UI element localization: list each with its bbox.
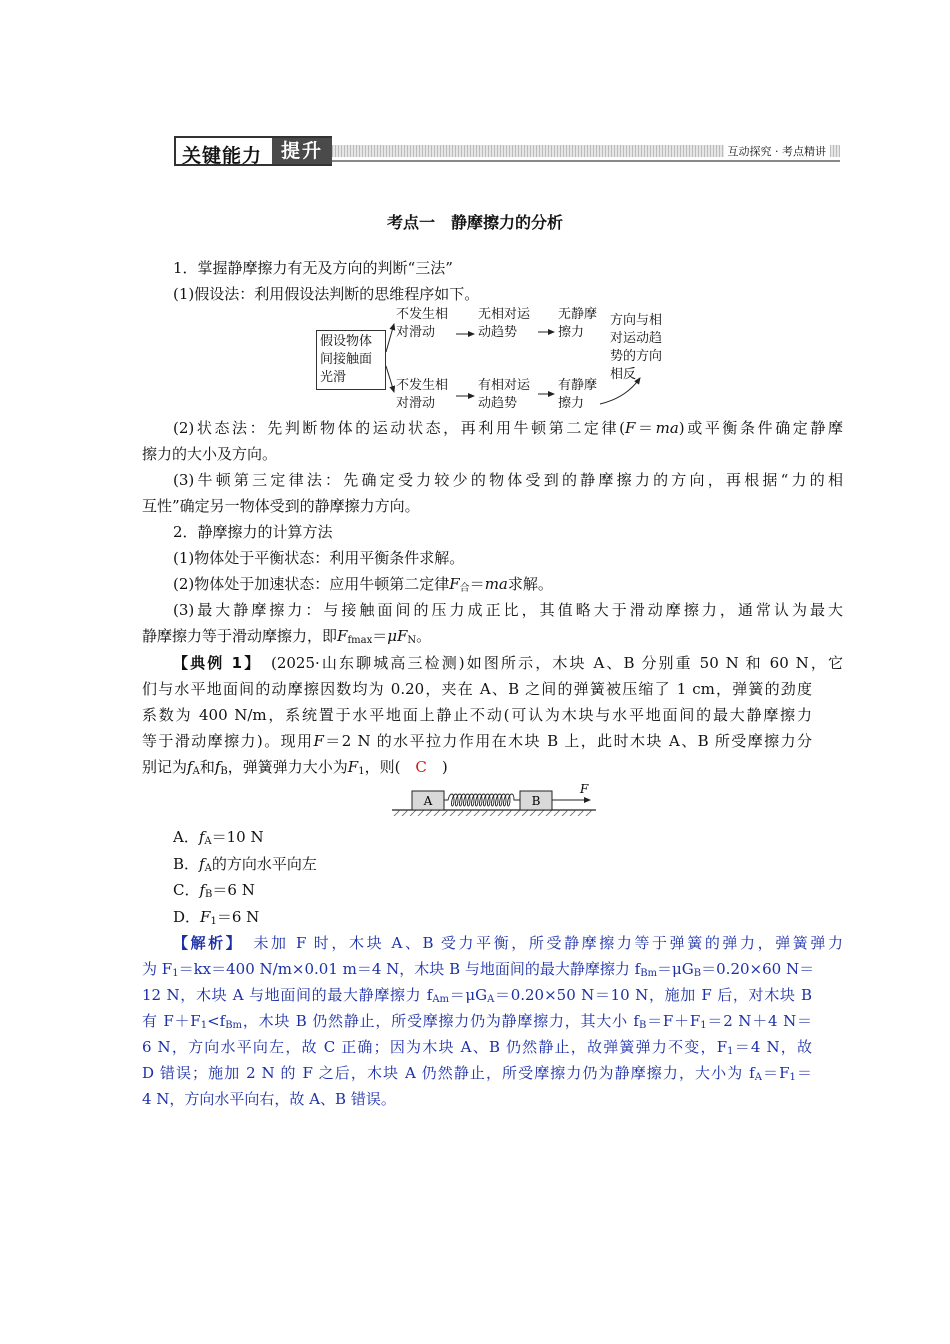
spring-blocks-figure (392, 782, 596, 820)
flow-top-3-l2: 擦力 (558, 325, 585, 340)
block-a-label: A (423, 794, 433, 808)
flow-bot-1 (396, 377, 448, 413)
flow-end-l3: 势的方向 (610, 349, 663, 364)
s1-method3-line2: 互性”确定另一物体受到的静摩擦力方向。 (142, 497, 420, 515)
s2-method2: (2)物体处于加速状态：应用牛顿第二定律$F_合=ma$求解。 (173, 575, 553, 594)
flow-top-2-l1: 无相对运 (478, 307, 531, 322)
section-banner (174, 136, 840, 168)
s2-heading: 2．静摩擦力的计算方法 (173, 523, 333, 541)
flowchart (316, 306, 676, 414)
flow-start-box (316, 330, 386, 390)
banner-title-highlight: 提升 (272, 138, 332, 164)
s1-method1: (1)假设法：利用假设法判断的思维程序如下。 (173, 285, 480, 303)
banner-underline (332, 160, 840, 162)
flow-top-2 (478, 306, 530, 342)
flow-top-2-l2: 动趋势 (478, 325, 518, 340)
example-label: 【典例 1】 (173, 654, 254, 672)
flow-top-1-l1: 不发生相 (396, 307, 449, 322)
spring (444, 794, 520, 806)
flow-bot-2-l1: 有相对运 (478, 378, 531, 393)
option-c: C．$f_B=6$ N (173, 881, 255, 900)
flow-bot-3-l1: 有静摩 (558, 378, 598, 393)
option-d: D．$F_1=6$ N (173, 908, 260, 927)
answer-mark: C (415, 758, 427, 776)
analysis-label: 【解析】 (173, 934, 236, 952)
example-line4: 等于滑动摩擦力)。现用F＝2 N 的水平拉力作用在木块 B 上，此时木块 A、B 所受摩擦力分 (142, 732, 812, 750)
flow-bot-1-l1: 不发生相 (396, 378, 449, 393)
flow-top-3 (558, 306, 597, 342)
analysis-line4: 有 $F+F_1<f_{Bm}$，木块 B 仍然静止，所受摩擦力仍为静摩擦力，其大小 $f_B=F+F_1=2$ N＋4 N＝ (142, 1012, 812, 1031)
flow-top-1-l2: 对滑动 (396, 325, 436, 340)
analysis-line1: 【解析】 未加 F 时，木块 A、B 受力平衡，所受静摩擦力等于弹簧的弹力，弹簧弹力 (173, 934, 843, 952)
example-line2: 们与水平地面间的动摩擦因数均为 0.20，夹在 A、B 之间的弹簧被压缩了 1 cm，弹簧的劲度 (142, 680, 812, 698)
flow-end-l4: 相反 (610, 367, 637, 382)
analysis-line3: 12 N，木块 A 与地面间的最大静摩擦力 $f_{Am}=\mu G_A=0.20\times 50$ N＝10 N，施加 F 后，对木块 B (142, 986, 813, 1005)
flow-bot-2-l2: 动趋势 (478, 396, 518, 411)
flow-bot-3-l2: 擦力 (558, 396, 585, 411)
analysis-line2: 为 $F_1=kx=400$ N/m×0.01 m＝4 N，木块 B 与地面间的最大静摩擦力 $f_{Bm}=\mu G_B=0.20\times 60$ N＝ (142, 960, 815, 979)
option-b: B．$f_A$的方向水平向左 (173, 855, 317, 874)
page-title: 考点一 静摩擦力的分析 (386, 213, 563, 232)
s1-heading: 1．掌握静摩擦力有无及方向的判断“三法” (173, 259, 453, 277)
flow-start-l2: 间接触面 (320, 352, 373, 367)
flow-bot-1-l2: 对滑动 (396, 396, 436, 411)
flow-top-1 (396, 306, 448, 342)
flow-end-l1: 方向与相 (610, 313, 663, 328)
s2-method1: (1)物体处于平衡状态：利用平衡条件求解。 (173, 549, 465, 567)
flow-end (610, 312, 662, 384)
s2-method3-line2: 静摩擦力等于滑动摩擦力，即$F_{fmax}=\mu F_N$。 (142, 627, 432, 646)
s2-method3-line1: (3)最大静摩擦力：与接触面间的压力成正比，其值略大于滑动摩擦力，通常认为最大 (173, 601, 843, 619)
example-line3: 系数为 400 N/m，系统置于水平地面上静止不动(可认为木块与水平地面间的最大静摩擦力 (142, 706, 812, 724)
banner-title-box (174, 136, 332, 166)
analysis-line5: 6 N，方向水平向左，故 C 正确；因为木块 A、B 仍然静止，故弹簧弹力不变，$F_1=4$ N，故 (142, 1038, 812, 1057)
flow-top-3-l1: 无静摩 (558, 307, 598, 322)
banner-subtitle: 互动探究 · 考点精讲 (724, 145, 831, 158)
flow-start-l3: 光滑 (320, 370, 347, 385)
s1-method2-line1: (2)状态法：先判断物体的运动状态，再利用牛顿第二定律(F＝ma)或平衡条件确定静摩 (173, 419, 843, 437)
s1-method3-line1: (3)牛顿第三定律法：先确定受力较少的物体受到的静摩擦力的方向，再根据“力的相 (173, 471, 843, 489)
flow-start-l1: 假设物体 (320, 334, 373, 349)
block-b-label: B (531, 794, 541, 808)
example-line5: 别记为$f_A$和$f_B$，弹簧弹力大小为$F_1$，则( C ) (142, 758, 448, 777)
flow-bot-3 (558, 377, 597, 413)
banner-title: 关键能力 (182, 145, 263, 167)
analysis-line7: 4 N，方向水平向右，故 A、B 错误。 (142, 1090, 396, 1108)
analysis-line6: D 错误；施加 2 N 的 F 之后，木块 A 仍然静止，所受摩擦力仍为静摩擦力，大小为 $f_A=F_1=$ (142, 1064, 812, 1083)
force-label: F (580, 782, 589, 796)
example-line1: 【典例 1】 (2025·山东聊城高三检测)如图所示，木块 A、B 分别重 50 N 和 60 N，它 (173, 654, 843, 672)
option-a: A．$f_A=10$ N (173, 828, 264, 847)
flow-bot-2 (478, 377, 530, 413)
flow-end-l2: 对运动趋 (610, 331, 663, 346)
s1-method2-line2: 擦力的大小及方向。 (142, 445, 278, 463)
